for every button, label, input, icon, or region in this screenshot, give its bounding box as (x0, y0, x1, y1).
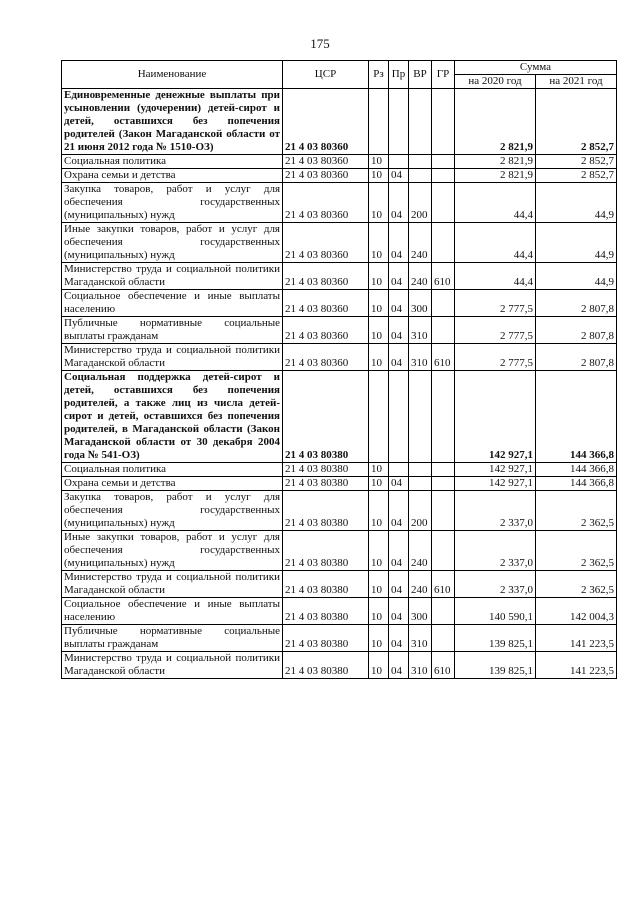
row-name: Социальная политика (62, 463, 283, 477)
row-sum-2021: 2 807,8 (536, 317, 617, 344)
row-csr: 21 4 03 80360 (283, 223, 369, 263)
page-number: 175 (310, 36, 330, 51)
row-sum-2020: 2 821,9 (455, 169, 536, 183)
row-csr: 21 4 03 80380 (283, 463, 369, 477)
row-pr: 04 (389, 317, 409, 344)
row-rz: 10 (369, 155, 389, 169)
row-vr: 310 (409, 344, 432, 371)
row-rz: 10 (369, 223, 389, 263)
row-pr: 04 (389, 183, 409, 223)
row-name: Охрана семьи и детства (62, 169, 283, 183)
row-csr: 21 4 03 80360 (283, 183, 369, 223)
row-sum-2020: 2 777,5 (455, 317, 536, 344)
row-rz: 10 (369, 463, 389, 477)
row-rz (369, 89, 389, 155)
row-gr (432, 89, 455, 155)
row-sum-2020: 142 927,1 (455, 463, 536, 477)
row-csr: 21 4 03 80360 (283, 317, 369, 344)
row-sum-2020: 2 337,0 (455, 571, 536, 598)
table-row (62, 477, 617, 491)
row-vr: 310 (409, 625, 432, 652)
row-sum-2020: 2 821,9 (455, 89, 536, 155)
table-row (62, 89, 617, 155)
row-name: Иные закупки товаров, работ и услуг для обеспечения государственных (муниципальных) нужд (62, 223, 283, 263)
row-pr: 04 (389, 344, 409, 371)
row-name: Социальная политика (62, 155, 283, 169)
row-sum-2021: 144 366,8 (536, 371, 617, 463)
row-sum-2021: 144 366,8 (536, 463, 617, 477)
table-row (62, 598, 617, 625)
header-name: Наименование (62, 61, 283, 89)
row-gr (432, 625, 455, 652)
row-sum-2020: 142 927,1 (455, 477, 536, 491)
row-gr (432, 183, 455, 223)
row-vr: 200 (409, 491, 432, 531)
row-gr (432, 477, 455, 491)
row-vr: 310 (409, 317, 432, 344)
header-csr: ЦСР (283, 61, 369, 89)
row-sum-2021: 2 362,5 (536, 531, 617, 571)
row-csr: 21 4 03 80360 (283, 344, 369, 371)
row-vr (409, 371, 432, 463)
row-vr: 200 (409, 183, 432, 223)
table-row (62, 263, 617, 290)
header-gr: ГР (432, 61, 455, 89)
row-gr (432, 223, 455, 263)
row-vr (409, 463, 432, 477)
row-name: Министерство труда и социальной политики Магаданской области (62, 263, 283, 290)
header-sum: Сумма (455, 61, 617, 75)
table-row (62, 183, 617, 223)
table-row (62, 344, 617, 371)
table-row (62, 317, 617, 344)
row-gr (432, 371, 455, 463)
header-rz: Рз (369, 61, 389, 89)
row-gr: 610 (432, 652, 455, 679)
row-rz: 10 (369, 169, 389, 183)
row-name: Публичные нормативные социальные выплаты гражданам (62, 625, 283, 652)
row-csr: 21 4 03 80360 (283, 155, 369, 169)
row-sum-2020: 139 825,1 (455, 625, 536, 652)
table-row (62, 491, 617, 531)
row-sum-2021: 44,9 (536, 183, 617, 223)
table-body (62, 89, 617, 679)
row-csr: 21 4 03 80360 (283, 89, 369, 155)
row-name: Охрана семьи и детства (62, 477, 283, 491)
row-sum-2021: 2 852,7 (536, 155, 617, 169)
row-gr (432, 491, 455, 531)
row-sum-2021: 2 852,7 (536, 169, 617, 183)
row-gr (432, 169, 455, 183)
row-name: Социальное обеспечение и иные выплаты населению (62, 598, 283, 625)
row-sum-2021: 44,9 (536, 263, 617, 290)
row-sum-2021: 2 807,8 (536, 344, 617, 371)
row-gr: 610 (432, 263, 455, 290)
row-csr: 21 4 03 80380 (283, 652, 369, 679)
row-name: Иные закупки товаров, работ и услуг для обеспечения государственных (муниципальных) нужд (62, 531, 283, 571)
row-sum-2021: 2 807,8 (536, 290, 617, 317)
row-csr: 21 4 03 80380 (283, 571, 369, 598)
row-sum-2021: 2 362,5 (536, 491, 617, 531)
row-csr: 21 4 03 80380 (283, 625, 369, 652)
row-pr: 04 (389, 290, 409, 317)
row-sum-2021: 2 362,5 (536, 571, 617, 598)
row-vr: 240 (409, 223, 432, 263)
row-rz: 10 (369, 491, 389, 531)
row-sum-2021: 141 223,5 (536, 625, 617, 652)
row-gr: 610 (432, 571, 455, 598)
row-sum-2020: 142 927,1 (455, 371, 536, 463)
table-row (62, 571, 617, 598)
row-rz: 10 (369, 183, 389, 223)
row-sum-2021: 144 366,8 (536, 477, 617, 491)
row-rz: 10 (369, 571, 389, 598)
row-vr (409, 477, 432, 491)
row-sum-2020: 2 777,5 (455, 344, 536, 371)
row-vr: 240 (409, 263, 432, 290)
row-pr: 04 (389, 263, 409, 290)
table-row (62, 371, 617, 463)
row-name: Закупка товаров, работ и услуг для обеспечения государственных (муниципальных) нужд (62, 183, 283, 223)
row-name: Закупка товаров, работ и услуг для обеспечения государственных (муниципальных) нужд (62, 491, 283, 531)
row-csr: 21 4 03 80360 (283, 169, 369, 183)
row-pr: 04 (389, 531, 409, 571)
row-vr: 240 (409, 571, 432, 598)
header-vr: ВР (409, 61, 432, 89)
row-pr (389, 89, 409, 155)
row-pr: 04 (389, 625, 409, 652)
row-csr: 21 4 03 80380 (283, 598, 369, 625)
row-sum-2021: 141 223,5 (536, 652, 617, 679)
row-csr: 21 4 03 80380 (283, 371, 369, 463)
row-sum-2021: 2 852,7 (536, 89, 617, 155)
row-csr: 21 4 03 80380 (283, 531, 369, 571)
row-sum-2020: 44,4 (455, 223, 536, 263)
row-gr: 610 (432, 344, 455, 371)
row-pr (389, 371, 409, 463)
row-pr: 04 (389, 477, 409, 491)
row-pr: 04 (389, 598, 409, 625)
table-row (62, 169, 617, 183)
row-name: Министерство труда и социальной политики Магаданской области (62, 652, 283, 679)
row-vr (409, 155, 432, 169)
row-pr (389, 155, 409, 169)
row-vr: 300 (409, 290, 432, 317)
row-name: Единовременные денежные выплаты при усыновлении (удочерении) детей-сирот и детей, оставшихся без попечения родителей (Закон Магаданской области от 21 июня 2012 года № 1510-ОЗ) (62, 89, 283, 155)
header-pr: Пр (389, 61, 409, 89)
table-row (62, 463, 617, 477)
row-sum-2020: 2 337,0 (455, 531, 536, 571)
row-sum-2020: 139 825,1 (455, 652, 536, 679)
row-rz: 10 (369, 531, 389, 571)
row-rz: 10 (369, 290, 389, 317)
table-row (62, 625, 617, 652)
row-vr (409, 89, 432, 155)
row-vr (409, 169, 432, 183)
table-row (62, 155, 617, 169)
row-csr: 21 4 03 80380 (283, 477, 369, 491)
row-pr: 04 (389, 571, 409, 598)
table-row (62, 290, 617, 317)
row-gr (432, 531, 455, 571)
row-sum-2020: 2 337,0 (455, 491, 536, 531)
row-sum-2020: 2 777,5 (455, 290, 536, 317)
row-sum-2020: 140 590,1 (455, 598, 536, 625)
row-gr (432, 290, 455, 317)
row-rz: 10 (369, 317, 389, 344)
row-sum-2021: 44,9 (536, 223, 617, 263)
row-vr: 310 (409, 652, 432, 679)
row-rz (369, 371, 389, 463)
row-vr: 300 (409, 598, 432, 625)
row-pr (389, 463, 409, 477)
row-sum-2020: 44,4 (455, 263, 536, 290)
row-csr: 21 4 03 80360 (283, 263, 369, 290)
row-rz: 10 (369, 477, 389, 491)
row-rz: 10 (369, 652, 389, 679)
row-name: Министерство труда и социальной политики Магаданской области (62, 571, 283, 598)
row-name: Министерство труда и социальной политики Магаданской области (62, 344, 283, 371)
row-name: Социальное обеспечение и иные выплаты населению (62, 290, 283, 317)
row-gr (432, 463, 455, 477)
row-sum-2020: 2 821,9 (455, 155, 536, 169)
row-pr: 04 (389, 169, 409, 183)
row-name: Социальная поддержка детей-сирот и детей, оставшихся без попечения родителей, а также лиц из числа детей-сирот и детей, оставшихся без попечения родителей, в Магаданской области (Закон Магаданской области от 30 декабря 2004 года № 541-ОЗ) (62, 371, 283, 463)
header-row (62, 61, 617, 75)
row-csr: 21 4 03 80360 (283, 290, 369, 317)
row-rz: 10 (369, 263, 389, 290)
row-sum-2020: 44,4 (455, 183, 536, 223)
row-gr (432, 155, 455, 169)
row-name: Публичные нормативные социальные выплаты гражданам (62, 317, 283, 344)
header-year-2021: на 2021 год (536, 75, 617, 89)
row-pr: 04 (389, 491, 409, 531)
table-row (62, 531, 617, 571)
row-pr: 04 (389, 652, 409, 679)
row-vr: 240 (409, 531, 432, 571)
row-rz: 10 (369, 625, 389, 652)
row-gr (432, 598, 455, 625)
row-rz: 10 (369, 598, 389, 625)
table-row (62, 223, 617, 263)
row-rz: 10 (369, 344, 389, 371)
row-sum-2021: 142 004,3 (536, 598, 617, 625)
budget-table (61, 60, 617, 679)
row-gr (432, 317, 455, 344)
row-csr: 21 4 03 80380 (283, 491, 369, 531)
row-pr: 04 (389, 223, 409, 263)
table-row (62, 652, 617, 679)
header-year-2020: на 2020 год (455, 75, 536, 89)
